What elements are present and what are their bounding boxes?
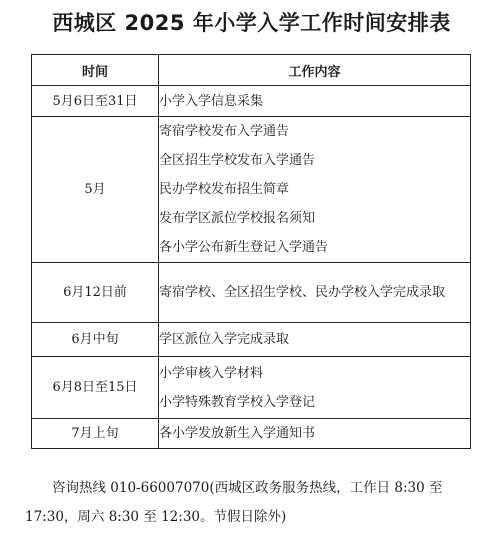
row-content (159, 323, 471, 357)
table-row (32, 357, 471, 419)
schedule-table (31, 54, 471, 449)
content-item: 小学入学信息采集 (159, 93, 264, 109)
header-time: 时间 (32, 55, 159, 86)
row-time: 5月 (32, 117, 159, 263)
content-item: 寄宿学校发布入学通告 (159, 124, 290, 139)
content-item: 寄宿学校、全区招生学校、民办学校入学完成录取 (159, 285, 446, 300)
content-item: 学区派位入学完成录取 (159, 332, 290, 347)
row-content (159, 117, 471, 263)
row-time: 7月上旬 (32, 419, 159, 449)
content-item: 发布学区派位学校报名须知 (159, 211, 316, 226)
row-content (159, 357, 471, 419)
content-item: 各小学发放新生入学通知书 (159, 426, 316, 441)
header-content: 工作内容 (159, 55, 471, 86)
page-title: 西城区 2025 年小学入学工作时间安排表 (52, 11, 451, 35)
row-content (159, 86, 471, 117)
table-row (32, 323, 471, 357)
row-time: 6月12日前 (32, 263, 159, 323)
content-item: 全区招生学校发布入学通告 (159, 153, 316, 168)
content-item: 民办学校发布招生简章 (159, 182, 290, 197)
table-row (32, 117, 471, 263)
table-row (32, 263, 471, 323)
content-item: 各小学公布新生登记入学通告 (159, 240, 329, 255)
table-row (32, 86, 471, 117)
content-item: 小学特殊教育学校入学登记 (159, 394, 316, 410)
row-time: 6月8日至15日 (32, 357, 159, 419)
table-header-row (32, 55, 471, 86)
row-content (159, 263, 471, 323)
row-content (159, 419, 471, 449)
row-time: 6月中旬 (32, 323, 159, 357)
table-row (32, 419, 471, 449)
hotline-note: 咨询热线 010-66007070(西城区政务服务热线，工作日 8:30 至 17:30，周六 8:30 至 12:30。节假日除外) (25, 480, 443, 525)
content-item: 小学审核入学材料 (159, 365, 264, 381)
row-time: 5月6日至31日 (32, 86, 159, 117)
